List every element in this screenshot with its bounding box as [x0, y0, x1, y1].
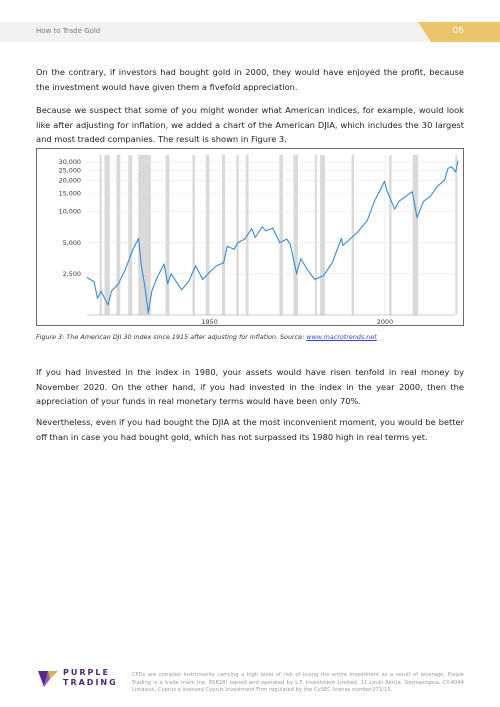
recession-band-15 [352, 155, 354, 315]
recession-band-12 [293, 155, 298, 315]
djia-data-point-9 [138, 238, 139, 239]
djia-data-point-47 [367, 220, 368, 221]
recession-band-7 [206, 155, 209, 315]
source-link[interactable]: www.macrotrends.net [306, 333, 377, 341]
djia-data-point-42 [332, 262, 333, 263]
djia-data-point-38 [300, 258, 301, 259]
recession-band-3 [128, 155, 132, 315]
recession-band-18 [455, 155, 457, 315]
recession-band-6 [192, 155, 194, 315]
djia-data-point-40 [314, 279, 315, 280]
djia-data-point-56 [430, 196, 431, 197]
djia-data-point-34 [279, 242, 280, 243]
djia-data-point-7 [125, 268, 126, 269]
djia-data-point-32 [265, 230, 266, 231]
djia-data-point-45 [349, 239, 350, 240]
djia-data-point-59 [448, 168, 449, 169]
recession-band-9 [236, 155, 238, 315]
djia-data-point-61 [455, 172, 456, 173]
djia-data-point-16 [167, 283, 168, 284]
djia-data-point-22 [209, 272, 210, 273]
djia-data-point-18 [181, 289, 182, 290]
document-title: How to Trade Gold [36, 27, 101, 35]
djia-data-point-35 [286, 239, 287, 240]
djia-data-point-4 [108, 305, 109, 306]
djia-data-point-46 [356, 232, 357, 233]
djia-data-point-48 [374, 201, 375, 202]
djia-data-point-43 [341, 238, 342, 239]
y-tick-label-4: 10,000 [58, 207, 81, 216]
recession-band-17 [413, 155, 419, 315]
djia-data-point-1 [94, 281, 95, 282]
djia-data-point-44 [342, 245, 343, 246]
paragraph-conclusion: Nevertheless, even if you had bought the DJIA at the most inconvenient moment, you would be better off than in case you had bought gold, which has not surpassed its 1980 high in real terms yet. [36, 417, 464, 442]
page-number: 06 [452, 26, 464, 36]
logo-wordmark [63, 668, 118, 688]
djia-data-point-17 [171, 273, 172, 274]
paragraph-djia-intro: Because we suspect that some of you might wonder what American indices, for example, would look like after adjusting for inflation, we added a chart of the American DJIA, which includes the 30 largest and most traded companies. The result is shown in Figure 3. [36, 105, 464, 144]
djia-data-point-11 [144, 286, 145, 287]
djia-data-point-26 [234, 249, 235, 250]
djia-data-point-60 [451, 166, 452, 167]
djia-data-point-3 [101, 291, 102, 292]
recession-band-16 [389, 155, 391, 315]
djia-data-point-50 [386, 190, 387, 191]
djia-data-point-20 [195, 265, 196, 266]
djia-data-point-36 [290, 244, 291, 245]
x-tick-label-0: 1950 [201, 318, 218, 326]
djia-data-point-8 [132, 250, 133, 251]
y-tick-label-5: 5,000 [62, 238, 81, 247]
y-tick-label-3: 15,000 [58, 189, 81, 198]
djia-data-point-12 [148, 312, 149, 313]
djia-data-point-54 [417, 217, 418, 218]
y-tick-label-2: 20,000 [58, 176, 81, 185]
logo-mark-icon [36, 665, 60, 689]
djia-data-point-0 [87, 277, 88, 278]
footer-disclaimer: CFDs are complex instruments carrying a high level of risk of losing the entire investment as a result of leverage. Purple Trading is a trade mark (no. 85818) owned and operated by L.F. Investment Limited, 11 Louki Akrita, Germasogeia, CY-4044 Limassol, Cyprus a licensed Cyprus Investment Firm regulated by the CySEC license number271/15. [132, 672, 464, 693]
figure-3-chart [36, 148, 464, 326]
recession-band-8 [222, 155, 225, 315]
djia-data-point-25 [227, 246, 228, 247]
x-tick-label-1: 2000 [376, 318, 394, 326]
page-header [0, 22, 500, 42]
djia-data-point-57 [437, 186, 438, 187]
recession-bands [100, 155, 458, 315]
djia-data-point-10 [141, 265, 142, 266]
recession-band-2 [116, 155, 120, 315]
logo-word-purple: PURPLE [63, 668, 110, 677]
djia-data-point-30 [255, 237, 256, 238]
recession-band-4 [138, 155, 151, 315]
paragraph-gold-2000: On the contrary, if investors had bought gold in 2000, they would have enjoyed the profit, because the investment would have given them a fivefold appreciation. [36, 67, 464, 92]
djia-data-point-28 [244, 239, 245, 240]
djia-data-point-6 [118, 283, 119, 284]
djia-data-point-41 [323, 275, 324, 276]
djia-data-point-27 [237, 242, 238, 243]
djia-data-point-62 [457, 161, 458, 162]
djia-data-point-33 [272, 228, 273, 229]
djia-data-point-31 [262, 226, 263, 227]
djia-data-point-39 [307, 270, 308, 271]
djia-data-point-53 [412, 191, 413, 192]
djia-data-point-55 [423, 201, 424, 202]
djia-data-point-5 [111, 291, 112, 292]
djia-inflation-adjusted-chart [37, 149, 465, 327]
djia-data-point-14 [157, 277, 158, 278]
djia-data-point-24 [223, 262, 224, 263]
recession-band-13 [315, 155, 317, 315]
paragraph-1980-2000: If you had invested in the index in 1980, your assets would have risen tenfold in real money by November 2020. On the other hand, if you had invested in the index in the year 2000, then the appreciation of your funds in real monetary terms would have been only 70%. [36, 367, 464, 406]
purple-trading-logo [36, 665, 136, 693]
djia-data-point-49 [384, 181, 385, 182]
logo-word-trading: TRADING [63, 678, 118, 687]
recession-band-11 [279, 155, 283, 315]
caption-text: Figure 3: The American DJI 30 index since 1915 after adjusting for inflation. Source: [36, 333, 307, 341]
djia-data-point-2 [97, 298, 98, 299]
djia-data-point-58 [444, 180, 445, 181]
djia-data-point-19 [188, 281, 189, 282]
y-tick-label-6: 2,500 [62, 269, 81, 278]
djia-data-point-15 [164, 264, 165, 265]
recession-band-1 [105, 155, 110, 315]
djia-data-point-13 [151, 291, 152, 292]
y-tick-label-1: 25,000 [58, 166, 81, 175]
djia-data-point-51 [394, 209, 395, 210]
djia-data-point-23 [216, 265, 217, 266]
recession-band-14 [320, 155, 325, 315]
djia-data-point-37 [296, 273, 297, 274]
recession-band-5 [166, 155, 170, 315]
djia-data-point-52 [398, 201, 399, 202]
figure-caption [36, 333, 377, 341]
y-tick-label-0: 30,000 [58, 158, 81, 167]
djia-data-point-29 [251, 228, 252, 229]
djia-data-point-21 [202, 279, 203, 280]
